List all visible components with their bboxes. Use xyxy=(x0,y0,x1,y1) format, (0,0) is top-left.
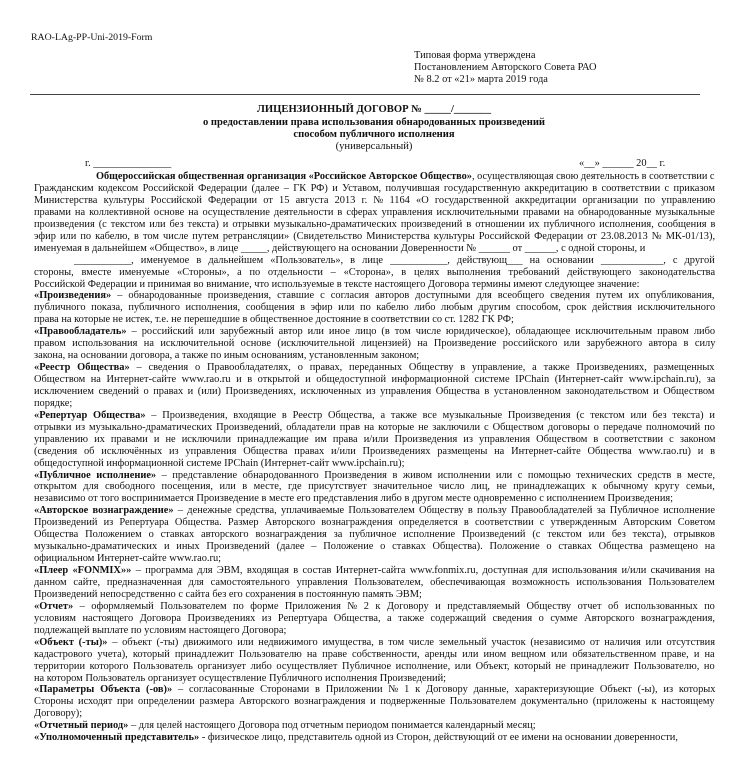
term-label: «Произведения» xyxy=(34,290,112,302)
body-line: музыкально-драматических и иных Произведений (далее – Положение о ставках Общества). Положение о ставках Общества размещено на xyxy=(34,541,715,553)
body-line: «Объект (-ты)» – объект (-ты) движимого или недвижимого имущества, в том числе земельный участок (независимо от наличия или отсутствия xyxy=(34,636,715,648)
term-label: «Репертуар Общества» xyxy=(34,409,146,421)
body-line: отрывки из музыкально-драматических Произведений, обладатели прав на которые не заключили с Обществом договоры о передаче полномочий по xyxy=(34,421,715,433)
term-label: «Параметры Объекта (-ов)» xyxy=(34,684,173,696)
body-line: «Отчет» – оформляемый Пользователем по форме Приложения № 2 к Договору и представляемый Обществу отчет об использованных по xyxy=(34,600,715,612)
form-code: RAO-LAg-PP-Uni-2019-Form xyxy=(31,32,153,43)
body-line: Министерства культуры Российской Федерации от 15 августа 2013 г. № 1164 «О государственной аккредитации организации по управлению xyxy=(34,194,716,206)
body-line: данном сайте, предназначенная для самостоятельного управления Пользователем, обеспечивающая возможность использования Пользователем xyxy=(34,577,715,588)
body-line: «Реестр Общества» – сведения о Правообладателях, о правах, переданных Обществу в управление, а также Произведениях, размещенных xyxy=(34,362,715,373)
body-line: стороны, вместе именуемые «Стороны», а по отдельности – «Сторона», в целях выполнения требований действующего законодательства xyxy=(34,266,716,278)
body-line: правом использования на исключительной основе (исключительной лицензией) на Произведение российского или зарубежного автора в силу xyxy=(34,338,716,350)
body-line: исключением сведений о правах и (или) Произведениях, исключенных из управления Общества в установленном законодательством и Обществом xyxy=(34,385,715,397)
term-label: «Уполномоченный представитель» xyxy=(34,732,200,744)
date-field: «__» ______ 20__ г. xyxy=(579,158,666,169)
body-line: «Репертуар Общества» – Произведения, входящие в Реестр Общества, а также все музыкальные Произведения (с текстом или без текста) и xyxy=(34,409,715,421)
body-line: «Произведения» – обнародованные произведения, ставшие с согласия авторов доступными для всеобщего сведения путем их опубликования, xyxy=(34,290,715,302)
term-label: «Публичное исполнение» xyxy=(34,469,157,481)
place-field: г. _______________ xyxy=(85,158,172,169)
body-line: территории которого Пользователь организует либо осуществляет Публичное исполнение, или Объект, который не принадлежит Пользователю, но xyxy=(34,660,715,672)
body-line: управлению их правами и не исключили принадлежащие им права и/или Произведения из управления Обществом в соответствии с законом xyxy=(34,433,716,445)
term-label: «Отчетный период» xyxy=(34,720,129,732)
contract-subtitle: способом публичного исполнения xyxy=(293,129,455,140)
approval-line: Постановлением Авторского Совета РАО xyxy=(414,62,597,73)
term-label: «Отчет» xyxy=(34,600,74,612)
contract-subtitle: о предоставлении права использования обнародованных произведений xyxy=(202,117,546,128)
body-line: Стороны исходят при определении размера Авторского вознаграждения и подверженные Пользователем документально (приложены к настоящему xyxy=(34,696,715,708)
body-line: Российской Федерации и принимая во внимание, что используемые в тексте настоящего Договора термины имеют следующее значение: xyxy=(34,278,640,290)
body-line: публичного показа, публичного исполнения, сообщения в эфир или по кабелю либо любым другим способом, срок действия исключительного xyxy=(34,302,716,314)
body-line: порядке; xyxy=(34,397,73,409)
body-line: Общероссийская общественная организация «Российское Авторское Общество», осуществляющая свою деятельность в соответствии с xyxy=(96,171,715,182)
body-line: «Правообладатель» – российский или зарубежный автор или иное лицо (в том числе юридическое), обладающее исключительным правом либо xyxy=(34,326,716,338)
body-line: условиям настоящего Договора Произведениях из Репертуара Общества, а также содержащий сведения о сумме Авторского вознаграждения, xyxy=(34,612,715,624)
body-line: «Авторское вознаграждение» – денежные средства, уплачиваемые Пользователем Обществу в пользу Правообладателей за Публичное исполнение xyxy=(34,505,715,517)
body-line: «Уполномоченный представитель» - физическое лицо, представитель одной из Сторон, действующий от ее имени на основании доверенности, xyxy=(34,732,678,744)
body-line: эфир или по кабелю, в том числе путем ретрансляции» (Свидетельство Министерства культуры Российской Федерации от 23.08.2013 № МК-01/13), xyxy=(34,230,716,242)
body-line: (сведения об исключённых из управления Общества правах и/или Произведениях размещены на Интернет-сайте Общества www.rao.ru) и в xyxy=(34,445,716,457)
body-line: ___________, именуемое в дальнейшем «Пользователь», в лице ___________, действующ___ на основании ____________, с другой xyxy=(74,254,715,266)
body-line: общедоступной информационной системе IPChain (Интернет-сайт www.ipchain.ru); xyxy=(34,457,405,469)
body-line: открытом для свободного посещения, или в месте, где присутствует значительное число лиц, не принадлежащих к обычному кругу семьи, xyxy=(34,481,715,493)
body-line: кадастрового учета), который принадлежит Пользователю на праве собственности, аренды или ином вещном или обязательственном праве, и на xyxy=(34,648,715,660)
body-line: Обществом на Интернет-сайте www.rao.ru и в открытой и общедоступной информационной системе IPChain (Интернет-сайт www.ipchain.ru), за xyxy=(34,374,716,385)
body-line: именуемая в дальнейшем «Общество», в лице _____, действующего на основании Доверенности № ______ от ______, с одной стороны, и xyxy=(34,242,646,254)
term-label: «Реестр Общества» xyxy=(34,362,130,373)
term-label: «Объект (-ты)» xyxy=(34,636,108,648)
body-line: независимо от того воспринимается Произведение в месте его представления либо в другом месте одновременно с исполнением Произведения; xyxy=(34,493,674,505)
term-label: «Плеер «FONMIX»» xyxy=(34,565,132,576)
body-line: «Параметры Объекта (-ов)» – согласованные Сторонами в Приложении № 1 к Договору данные, характеризующие Объект (-ы), из которых xyxy=(34,684,716,696)
body-line: Произведений из Репертуара Общества. Размер Авторского вознаграждения определяется в соответствии с утвержденным Авторским Советом xyxy=(34,517,716,529)
contract-title: ЛИЦЕНЗИОННЫЙ ДОГОВОР № _____/_______ xyxy=(257,104,491,115)
body-line: Договору); xyxy=(34,708,83,720)
term-label: «Правообладатель» xyxy=(34,326,127,338)
term-label: Общероссийская общественная организация «Российское Авторское Общество» xyxy=(96,171,472,182)
body-line: на котором Пользователь организует осуществление Публичного исполнения Произведений; xyxy=(34,672,447,684)
body-line: права на которые не истек, т.е. не перешедшие в общественное достояние в соответствии со ст. 1282 ГК РФ; xyxy=(34,314,514,326)
body-line: «Отчетный период» – для целей настоящего Договора под отчетным периодом понимается календарный месяц; xyxy=(34,720,536,732)
body-line: «Публичное исполнение» – представление обнародованного Произведения в живом исполнении или с помощью технических средств в месте, xyxy=(34,469,716,481)
body-line: Гражданским кодексом Российской Федерации (далее – ГК РФ) и Уставом, получившая государственную аккредитацию в соответствии с приказом xyxy=(34,182,715,194)
body-line: Произведений непосредственно с сайта без его сохранения в постоянную память ЭВМ; xyxy=(34,588,422,600)
approval-line: № 8.2 от «21» марта 2019 года xyxy=(414,74,548,85)
body-line: официальном Интернет-сайте www.rao.ru; xyxy=(34,553,222,565)
contract-subtitle: (универсальный) xyxy=(335,141,413,152)
body-line: правами на коллективной основе на осуществление деятельности в сферах управления исключительными правами на обнародованные музыкальные xyxy=(34,206,715,218)
approval-line: Типовая форма утверждена xyxy=(414,50,536,61)
body-line: закона, на основании договора, а также по иным основаниям, установленным законом; xyxy=(34,350,420,362)
body-line: подлежащей выплате по условиям настоящего Договора; xyxy=(34,624,287,636)
body-line: «Плеер «FONMIX»» – программа для ЭВМ, входящая в состав Интернет-сайта www.fonmix.ru, доступная для использования и/или скачивания на xyxy=(34,565,715,576)
body-line: произведения (с текстом или без текста) и отрывки музыкально-драматических произведений в отношении их публичного исполнения, сообщения в xyxy=(34,218,716,230)
header-rule xyxy=(30,94,700,95)
body-line: Общества Положением о ставках авторского вознаграждения за публичное исполнение Произведений (с текстом или без текста), отрывков xyxy=(34,529,715,541)
term-label: «Авторское вознаграждение» xyxy=(34,505,174,517)
